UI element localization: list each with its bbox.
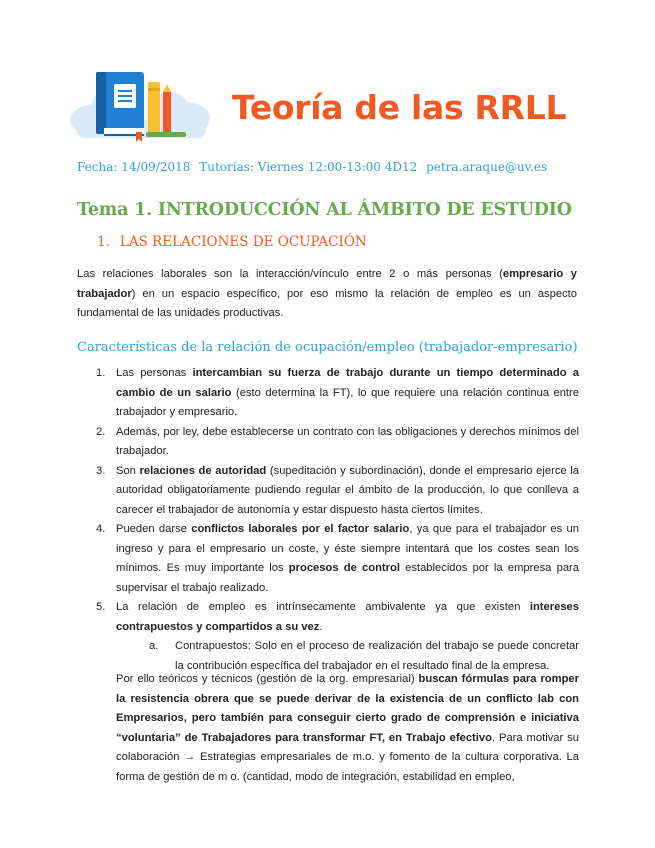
list-item [96,364,579,423]
meta-tutorias: Tutorías: Viernes 12:00-13:00 4D12 [199,160,418,174]
list-text: establecidos por la empresa para supervisar el trabajo realizado. [116,562,579,594]
intro-paragraph [77,265,577,324]
list-text: Además, por ley, debe establecerse un contrato con las obligaciones y derechos mínimos del trabajador. [116,425,579,457]
list-text: , ya que para el trabajador es un ingreso y para el empresario un coste, y éste siempre intentará que los costes sean los mínimos. Es muy importante los [116,523,579,574]
list-bold: intereses contrapuestos y compartidos a su vez [116,601,579,633]
list-text: (esto determina la FT), lo que requiere una relación continua entre trabajador y empresario. [116,386,579,418]
list-text: (supeditación y subordinación), donde el empresario ejerce la autoridad obligatoriamente pudiendo regular el ámbito de la producción, lo que conlleva a carecer el trabajador de autonomía y estar dispuesto hasta ciertos límites. [116,464,579,516]
list-item [96,598,579,676]
closing-text-1: Por ello teóricos y técnicos (gestión de la org. empresarial) [116,673,419,685]
intro-text-2: ) en un espacio específico, por eso mismo la relación de empleo es un aspecto fundamental de las unidades productivas. [77,287,577,319]
list-number: 1. [96,367,106,379]
books-logo-icon [66,62,216,144]
list-text: La relación de empleo es intrínsecamente ambivalente ya que existen [116,601,530,613]
list-item [96,520,579,598]
subtitle-heading: Características de la relación de ocupación/empleo (trabajador-empresario) [77,340,578,355]
section-heading [97,234,367,250]
list-item [96,423,579,462]
meta-email[interactable]: petra.araque@uv.es [426,160,548,174]
section-number: 1. [97,234,110,250]
sub-list-text: Contrapuestos: Solo en el proceso de realización del trabajo se puede concretar la contribución específica del trabajador en el resultado final de la empresa. [175,640,579,672]
intro-bold: empresario y trabajador [77,268,577,300]
intro-text-1: Las relaciones laborales son la interacción/vínculo entre 2 o más personas ( [77,268,503,280]
list-text: Son [116,464,140,477]
list-text: Pueden darse [116,523,192,535]
sub-list-letter: a. [149,640,159,652]
list-bold: relaciones de autoridad [139,464,267,477]
list-number: 2. [96,425,106,438]
list-bold: conflictos laborales por el factor salario [191,523,410,535]
section-label: LAS RELACIONES DE OCUPACIÓN [119,234,367,250]
closing-text-2: . Para motivar su colaboración → Estrategias empresariales de m.o. y fomento de la cultura corporativa. La forma de gestión de m o. (cantidad, modo de integración, estabilidad en empleo, [116,731,579,783]
list-number: 3. [96,464,106,477]
list-text: Las personas [116,367,193,379]
list-number: 5. [96,601,106,613]
document-header [66,62,586,144]
document-title: Teoría de las RRLL [232,88,567,127]
closing-paragraph [116,670,579,787]
tema-heading: Tema 1. INTRODUCCIÓN AL ÁMBITO DE ESTUDIO [77,200,572,220]
meta-line [77,160,552,174]
list-number: 4. [96,523,106,535]
meta-date: Fecha: 14/09/2018 [77,160,191,174]
characteristics-list [96,364,579,676]
list-bold: procesos de control [288,562,400,574]
list-text: . [319,620,323,633]
list-item [96,462,579,521]
closing-bold: buscan fórmulas para romper la resistencia obrera que se puede derivar de la existencia de un conflicto lab con Empresarios, pero también para conseguir cierto grado de comprensión e iniciativa “voluntaria” de Trabajadores para transformar FT, en Trabajo efectivo [116,673,579,744]
list-bold: intercambian su fuerza de trabajo durante un tiempo determinado a cambio de un salario [116,367,579,399]
